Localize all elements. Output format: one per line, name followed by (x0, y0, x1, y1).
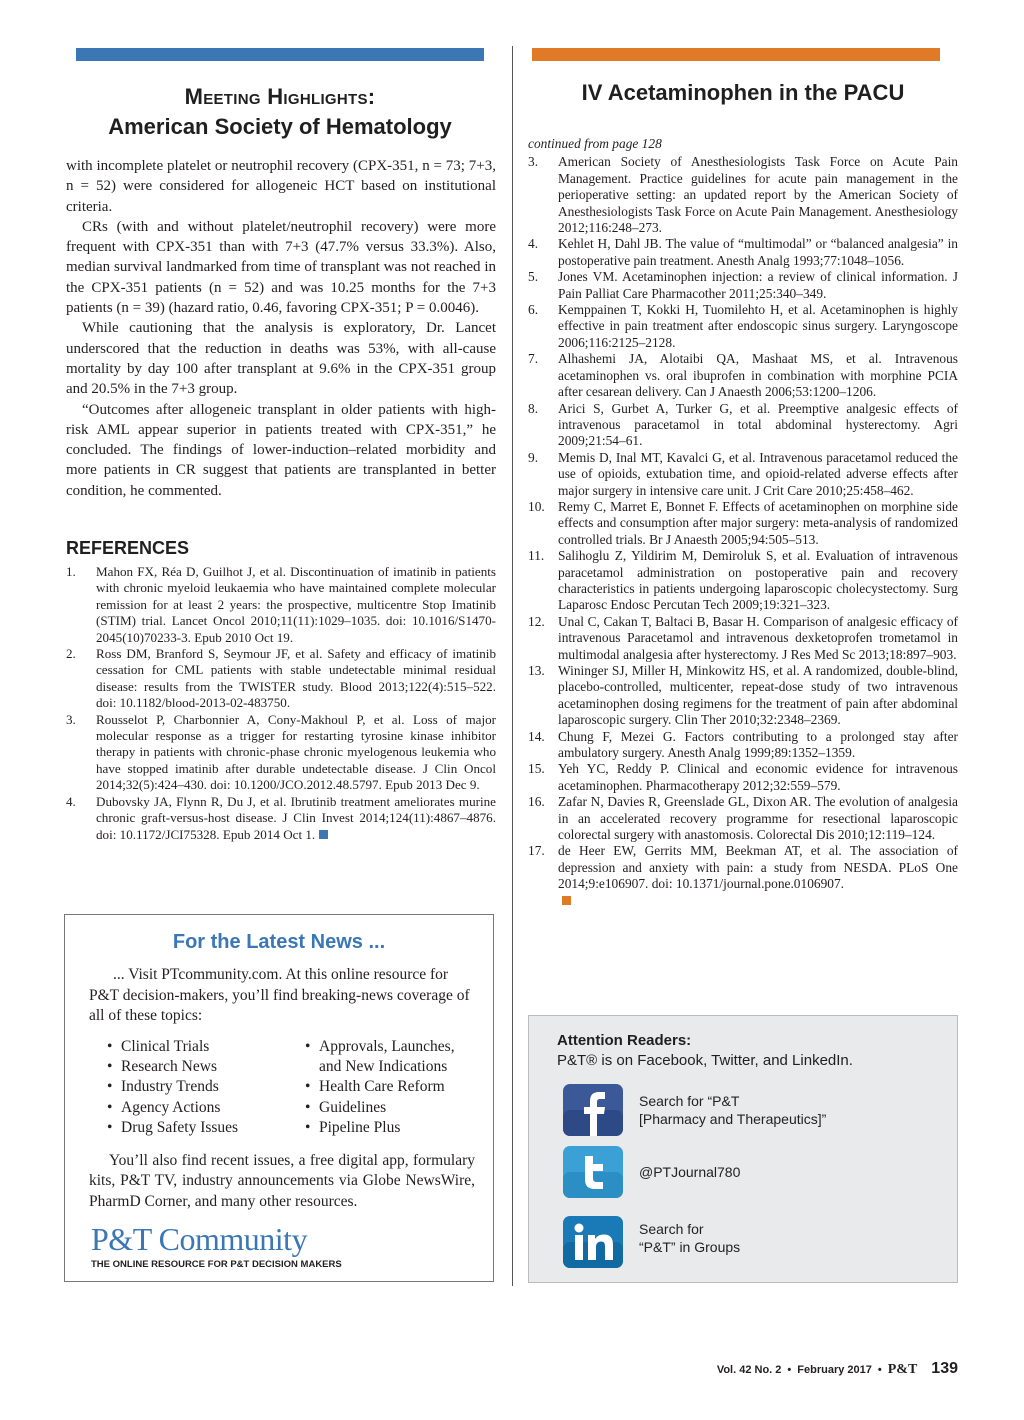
reference-item: 3. American Society of Anesthesiologists Task Force on Acute Pain Management. Practice guidelines for acute pain management in the perioperative setting: an updated report by the American Society of Anesthesiologists Task Force on Acute Pain Management. Anesthesiology 2012;116:248–273. (528, 154, 958, 236)
reference-item: 12. Unal C, Cakan T, Baltaci B, Basar H. Comparison of analgesic efficacy of intravenous Paracetamol and intravenous dexketoprofen trometamol in multimodal analgesia after hysterectomy. J Res Med Sc 2013;18:897–903. (528, 613, 958, 662)
references-heading: REFERENCES (66, 538, 190, 558)
page-number: 139 (931, 1360, 958, 1377)
left-header-kicker: Meeting Highlights: (184, 84, 376, 109)
footer-brand: P&T (887, 1362, 918, 1377)
news-topics-list (107, 1037, 238, 1138)
column-divider (512, 46, 513, 1286)
reference-item: 13. Wininger SJ, Miller H, Minkowitz HS, et al. A randomized, double-blind, placebo-controlled, multicenter, repeat-dose study of two intravenous acetaminophen dosing regimens for the treatment of pain after abdominal laparoscopic surgery. Clin Ther 2010;32:2348–2369. (528, 663, 958, 728)
latest-news-box (64, 914, 494, 1282)
continued-note: continued from page 128 (528, 136, 662, 151)
twitter-text: @PTJournal780 (639, 1164, 741, 1180)
paragraph: While cautioning that the analysis is exploratory, Dr. Lancet underscored that the reduction in deaths was 53%, with all-cause mortality by day 100 after transplant at 9.6% in the CPX-351 group and 20.5% in the 7+3 group. (66, 320, 496, 398)
list-item: • Clinical Trials (107, 1037, 238, 1057)
paragraph: CRs (with and without platelet/neutrophil recovery) were more frequent with CPX-351 than with 7+3 (47.7% versus 33.3%). Also, median survival landmarked from time of transplant was not reached in the CPX-351 patients (n = 52) and was 10.25 months for the 7+3 patients (n = 39) (hazard ratio, 0.46, favoring CPX-351; P = 0.0046). (66, 218, 496, 317)
reference-item: 3. Rousselot P, Charbonnier A, Cony-Makhoul P, et al. Loss of major molecular response as a trigger for restarting tyrosine kinase inhibitor therapy in patients with chronic-phase chronic myelogenous leukemia who have stopped imatinib after durable undetectable disease. J Clin Oncol 2014;32(5):424–430. doi: 10.1200/JCO.2012.48.5797. Epub 2013 Dec 9. (66, 711, 496, 793)
left-header-title: American Society of Hematology (108, 114, 452, 139)
end-mark-icon (319, 830, 328, 839)
reference-item: 17. de Heer EW, Gerrits MM, Beekman AT, et al. The association of depression and anxiety with pain: a study from NESDA. PLoS One 2014;9:e106907. doi: 10.1371/journal.pone.0106907. (528, 843, 958, 892)
reference-item: 4. Kehlet H, Dahl JB. The value of “multimodal” or “balanced analgesia” in postoperative pain treatment. Anesth Analg 1993;77:1048–1056. (528, 236, 958, 268)
left-references (66, 564, 496, 843)
twitter-icon[interactable] (563, 1146, 623, 1198)
facebook-icon[interactable] (563, 1084, 623, 1136)
reference-item: 7. Alhashemi JA, Alotaibi QA, Mashaat MS, et al. Intravenous acetaminophen vs. oral ibuprofen in combination with morphine PCIA after cesarean delivery. Can J Anaesth 2006;53:1200–1206. (528, 351, 958, 400)
right-accent-bar (532, 48, 940, 61)
linkedin-text: Search for “P&T” in Groups (639, 1221, 741, 1255)
news-intro: ... Visit PTcommunity.com. At this online resource for P&T decision-makers, you’ll find breaking-news coverage of all of these topics: (89, 966, 470, 1024)
footer-date: February 2017 (797, 1364, 872, 1376)
reference-item: 6. Kemppainen T, Kokki H, Tuomilehto H, et al. Acetaminophen is highly effective in pain treatment after endoscopic sinus surgery. Laryngoscope 2006;116:2125–2128. (528, 302, 958, 350)
list-item: • Guidelines (305, 1098, 455, 1118)
footer-bullet: • (787, 1364, 792, 1376)
list-item: • Health Care Reform (305, 1077, 455, 1097)
reference-item: 9. Memis D, Inal MT, Kavalci G, et al. Intravenous paracetamol reduced the use of opioids, extubation time, and opioid-related adverse effects after major surgery in intensive care unit. J Crit Care 2010;25:458–462. (528, 449, 958, 498)
reference-item: 10. Remy C, Marret E, Bonnet F. Effects of acetaminophen on morphine side effects and consumption after major surgery: meta-analysis of randomized controlled trials. Br J Anaesth 2005;94:505–513. (528, 498, 958, 547)
footer-volume: Vol. 42 No. 2 (716, 1364, 782, 1376)
reference-item: 14. Chung F, Mezei G. Factors contributing to a prolonged stay after ambulatory surgery. Anesth Analg 1999;89:1352–1359. (528, 728, 958, 761)
pt-community-logo: P&T Community (91, 1221, 308, 1257)
reference-item: 8. Arici S, Gurbet A, Turker G, et al. Preemptive analgesic effects of intravenous paracetamol in total abdominal hysterectomy. Agri 2009;21:54–61. (528, 400, 958, 449)
article-body (66, 156, 496, 501)
linkedin-icon[interactable] (563, 1216, 623, 1268)
news-outro: You’ll also find recent issues, a free digital app, formulary kits, P&T TV, industry announcements via Globe NewsWire, PharmD Corner, and many other resources. (89, 1152, 475, 1210)
paragraph: “Outcomes after allogeneic transplant in older patients with high-risk AML appear superior in patients treated with CPX-351,” he concluded. The findings of lower-induction–related morbidity and more patients in CR suggest that patients are transplanted in better condition, he commented. (66, 401, 496, 499)
news-topics-list (305, 1037, 455, 1138)
attention-title: Attention Readers: (557, 1032, 692, 1049)
footer-bullet: • (877, 1364, 882, 1376)
right-references (528, 136, 958, 909)
news-title: For the Latest News ... (172, 931, 386, 953)
list-item: • Drug Safety Issues (107, 1118, 238, 1138)
list-item: • Research News (107, 1057, 238, 1077)
reference-item: 15. Yeh YC, Reddy P. Clinical and economic evidence for intravenous acetaminophen. Pharmacotherapy 2012;32:559–579. (528, 761, 958, 793)
attention-subtitle: P&T® is on Facebook, Twitter, and LinkedIn. (557, 1052, 853, 1069)
reference-item: 5. Jones VM. Acetaminophen injection: a review of clinical information. J Pain Palliat Care Pharmacother 2011;25:340–349. (528, 269, 958, 301)
paragraph: with incomplete platelet or neutrophil recovery (CPX-351, n = 73; 7+3, n = 52) were considered for allogeneic HCT based on institutional criteria. (66, 158, 496, 215)
list-item-continued: and New Indications (319, 1058, 448, 1076)
facebook-text: Search for “P&T [Pharmacy and Therapeutics]” (639, 1093, 827, 1127)
list-item: • Industry Trends (107, 1077, 238, 1097)
list-item: • Agency Actions (107, 1098, 238, 1118)
reference-item (528, 893, 958, 909)
reference-item: 16. Zafar N, Davies R, Greenslade GL, Dixon AR. The evolution of analgesia in an accelerated recovery programme for resectional laparoscopic colorectal surgery with anastomosis. Colorectal Dis 2010;12:119–124. (528, 794, 958, 843)
reference-item: 11. Salihoglu Z, Yildirim M, Demiroluk S, et al. Evaluation of intravenous paracetamol administration on postoperative pain and recovery characteristics in patients undergoing laparoscopic cholecystectomy. Surg Laparosc Endosc Percutan Tech 2009;19:321–323. (528, 548, 958, 613)
reference-item: 2. Ross DM, Branford S, Seymour JF, et al. Safety and efficacy of imatinib cessation for CML patients with stable undetectable minimal residual disease: results from the TWISTER study. Blood 2013;122(4):515–522. doi: 10.1182/blood-2013-02-483750. (66, 646, 496, 711)
pt-community-tagline: THE ONLINE RESOURCE FOR P&T DECISION MAKERS (91, 1259, 342, 1270)
list-item: • Approvals, Launches, (305, 1037, 455, 1057)
list-item: • Pipeline Plus (305, 1118, 455, 1138)
reference-item: 4. Dubovsky JA, Flynn R, Du J, et al. Ibrutinib treatment ameliorates murine chronic graft-versus-host disease. J Clin Invest 2014;124(11):4867–4876. doi: 10.1172/JCI75328. Epub 2014 Oct 1. (66, 793, 496, 842)
reference-item: 1. Mahon FX, Réa D, Guilhot J, et al. Discontinuation of imatinib in patients with chronic myeloid leukaemia who have maintained complete molecular remission for at least 2 years: the prospective, multicentre Stop Imatinib (STIM) trial. Lancet Oncol 2010;11(11):1029–1035. doi: 10.1016/S1470-2045(10)70233-3. Epub 2010 Oct 19. (66, 564, 496, 645)
left-accent-bar (76, 48, 484, 61)
right-header: IV Acetaminophen in the PACU (581, 80, 905, 105)
attention-readers-box (528, 1015, 958, 1283)
left-header (64, 82, 496, 142)
page-footer (717, 1360, 958, 1378)
end-mark-icon (562, 896, 571, 905)
